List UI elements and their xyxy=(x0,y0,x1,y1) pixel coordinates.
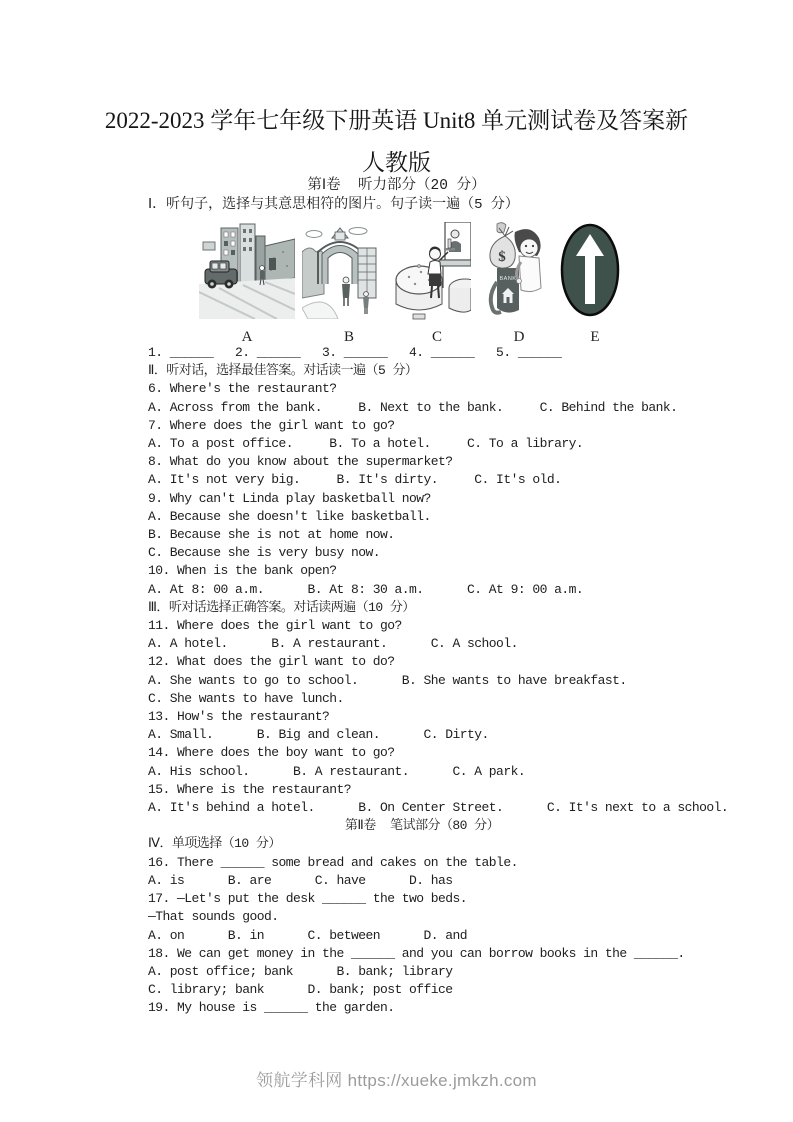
text-line: 9. Why can't Linda play basketball now? xyxy=(148,490,431,506)
restaurant-illustration xyxy=(395,222,471,322)
text-line: A. on B. in C. between D. and xyxy=(148,927,468,943)
text-line: 14. Where does the boy want to go? xyxy=(148,745,395,761)
picture-b-park-gate xyxy=(302,222,378,319)
site-watermark xyxy=(0,1066,793,1091)
question-lines xyxy=(148,344,729,1018)
text-line: B. Because she is not at home now. xyxy=(148,527,395,543)
text-line: Ⅳ．单项选择（10 分） xyxy=(148,836,281,852)
text-line: A. A hotel. B. A restaurant. C. A school. xyxy=(148,636,518,652)
text-line: 16. There ______ some bread and cakes on the table. xyxy=(148,854,518,870)
picture-label-b: B xyxy=(343,329,355,345)
picture-c-restaurant xyxy=(395,222,471,322)
text-line: 13. How's the restaurant? xyxy=(148,709,330,725)
park-gate-illustration xyxy=(302,222,378,319)
title-line-2: 人教版 xyxy=(362,150,431,175)
text-line: C. library; bank D. bank; post office xyxy=(148,982,453,998)
text-line: A. To a post office. B. To a hotel. C. To a library. xyxy=(148,436,584,452)
picture-label-c: C xyxy=(431,329,443,345)
text-line: C. Because she is very busy now. xyxy=(148,545,381,561)
text-line: Ⅱ．听对话，选择最佳答案。对话读一遍（5 分） xyxy=(148,363,418,379)
picture-a-street-scene xyxy=(199,222,295,319)
answer-blanks-line: 1. ______ 2. ______ 3. ______ 4. ______ 5. ______ xyxy=(148,345,562,360)
text-line: C. She wants to have lunch. xyxy=(148,690,344,706)
svg-text:$: $ xyxy=(498,249,506,265)
text-line: A. At 8: 00 a.m. B. At 8: 30 a.m. C. At 9: 00 a.m. xyxy=(148,581,584,597)
title-line-1: 2022-2023 学年七年级下册英语 Unit8 单元测试卷及答案新 xyxy=(104,108,689,133)
footer-text: 领航学科网 https://xueke.jmkzh.com xyxy=(256,1071,537,1090)
text-line: A. Across from the bank. B. Next to the bank. C. Behind the bank. xyxy=(148,399,678,415)
text-line: 19. My house is ______ the garden. xyxy=(148,1000,395,1016)
picture-e-arrow-sign xyxy=(559,222,621,319)
text-line: A. It's not very big. B. It's dirty. C. It's old. xyxy=(148,472,562,488)
bank-money-illustration xyxy=(485,222,543,322)
text-line: 8. What do you know about the supermarket? xyxy=(148,454,453,470)
text-line: A. post office; bank B. bank; library xyxy=(148,963,453,979)
text-line: 17. —Let's put the desk ______ the two beds. xyxy=(148,891,468,907)
svg-text:BANK: BANK xyxy=(499,276,517,282)
text-line: Ⅲ．听对话选择正确答案。对话读两遍（10 分） xyxy=(148,599,415,615)
text-line: 10. When is the bank open? xyxy=(148,563,337,579)
text-line: A. She wants to go to school. B. She wants to have breakfast. xyxy=(148,672,627,688)
section-header-line: 第Ⅱ卷 笔试部分（80 分） xyxy=(344,818,500,834)
text-line: A. Because she doesn't like basketball. xyxy=(148,508,431,524)
up-arrow-sign-icon xyxy=(559,222,621,319)
picture-label-a: A xyxy=(241,329,253,345)
street-scene-illustration xyxy=(199,222,295,319)
picture-label-e: E xyxy=(590,329,600,345)
section1-instruction: Ⅰ．听句子，选择与其意思相符的图片。句子读一遍（5 分） xyxy=(148,197,519,213)
picture-label-d: D xyxy=(513,329,525,345)
text-line: 7. Where does the girl want to go? xyxy=(148,417,395,433)
text-line: 18. We can get money in the ______ and you can borrow books in the ______. xyxy=(148,945,685,961)
text-line: A. It's behind a hotel. B. On Center Street. C. It's next to a school. xyxy=(148,800,729,816)
text-line: —That sounds good. xyxy=(148,909,279,925)
picture-d-bank-boy xyxy=(485,222,543,322)
text-line: 15. Where is the restaurant? xyxy=(148,781,352,797)
text-line: 6. Where's the restaurant? xyxy=(148,381,337,397)
listening-pictures-row xyxy=(0,222,793,324)
text-line: 11. Where does the girl want to go? xyxy=(148,618,402,634)
text-line: 12. What does the girl want to do? xyxy=(148,654,395,670)
text-line: A. Small. B. Big and clean. C. Dirty. xyxy=(148,727,489,743)
part1-header: 第Ⅰ卷 听力部分（20 分） xyxy=(307,178,486,194)
text-line: A. His school. B. A restaurant. C. A park. xyxy=(148,763,526,779)
text-line: A. is B. are C. have D. has xyxy=(148,872,453,888)
document-title xyxy=(0,100,793,184)
